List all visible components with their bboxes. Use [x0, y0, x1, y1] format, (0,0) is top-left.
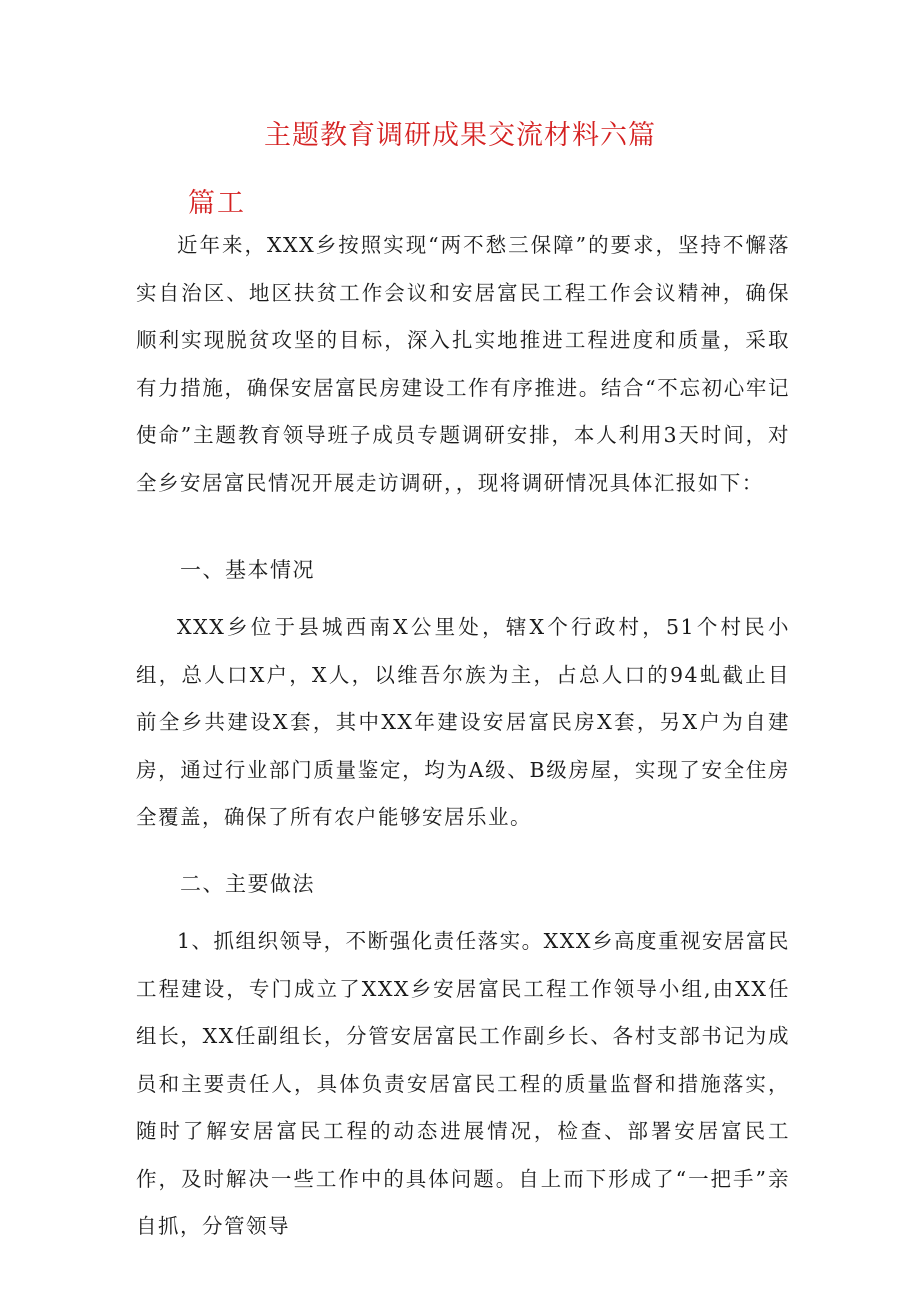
document-title: 主题教育调研成果交流材料六篇 — [264, 120, 656, 151]
practice-1-paragraph: 1、抓组织领导，不断强化责任落实。XXX乡高度重视安居富民工程建设，专门成立了XXX乡安居富民工程工作领导小组,由XX任组长，XX任副组长，分管安居富民工作副乡长、各村支部书记为成员和主要责任人，具体负责安居富民工程的质量监督和措施落实，随时了解安居富民工程的动态进展情况，检查、部署安居富民工作，及时解决一些工作中的具体问题。自上而下形成了“一把手”亲自抓，分管领导 — [136, 929, 790, 1238]
intro-paragraph: 近年来，XXX乡按照实现“两不愁三保障”的要求，坚持不懈落实自治区、地区扶贫工作会议和安居富民工程工作会议精神，确保顺利实现脱贫攻坚的目标，深入扎实地推进工程进度和质量，采取有力措施，确保安居富民房建设工作有序推进。结合“不忘初心牢记使命”主题教育领导班子成员专题调研安排，本人利用3天时间，对全乡安居富民情况开展走访调研，，现将调研情况具体汇报如下： — [136, 233, 790, 495]
section-label: 篇工 — [188, 188, 246, 219]
intro-block — [136, 222, 790, 507]
practice-1-block — [136, 918, 790, 1251]
heading-main-practices: 二、主要做法 — [180, 872, 315, 896]
heading-basic-situation: 一、基本情况 — [180, 558, 315, 582]
basic-situation-block — [136, 604, 790, 842]
basic-situation-paragraph: XXX乡位于县城西南X公里处，辖X个行政村，51个村民小组，总人口X户，X人，以维吾尔族为主，占总人口的94虬截止目前全乡共建设X套，其中XX年建设安居富民房X套，另X户为自建房，通过行业部门质量鉴定，均为A级、B级房屋，实现了安全住房全覆盖，确保了所有农户能够安居乐业。 — [136, 615, 790, 829]
